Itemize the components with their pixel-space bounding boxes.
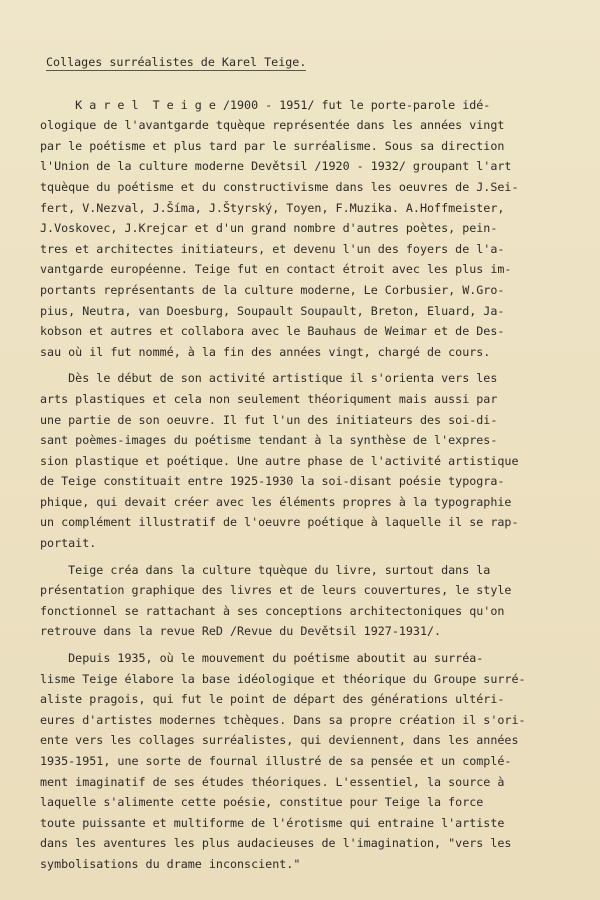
document-title-text: Collages surréalistes de Karel Teige. — [46, 55, 307, 69]
document-body — [40, 52, 580, 881]
paragraph-2 — [40, 368, 580, 553]
text-line: pius, Neutra, van Doesburg, Soupault Soupault, Breton, Eluard, Ja- — [40, 303, 505, 318]
text-line: un complément illustratif de l'oeuvre poétique à laquelle il se rap- — [40, 515, 519, 530]
text-line: retrouve dans la revue ReD /Revue du Devětsil 1927-1931/. — [40, 624, 442, 639]
text-line: K a r e l T e i g e /1900 - 1951/ fut le porte-parole idé- — [40, 97, 491, 112]
text-line: présentation graphique des livres et de leurs couvertures, le style — [40, 583, 512, 598]
text-line: portants représentants de la culture moderne, Le Corbusier, W.Gro- — [40, 282, 505, 297]
text-line: tquèque du poétisme et du constructivisme dans les oeuvres de J.Sei- — [40, 179, 519, 194]
text-line: portait. — [40, 536, 97, 551]
text-line: lisme Teige élabore la base idéologique et théorique du Groupe surré- — [40, 671, 526, 686]
text-line: de Teige constituait entre 1925-1930 la soi-disant poésie typogra- — [40, 474, 505, 489]
paragraph-1 — [40, 95, 580, 363]
text-line: sant poèmes-images du poétisme tendant à la synthèse de l'expres- — [40, 433, 498, 448]
text-line: aliste pragois, qui fut le point de départ des générations ultéri- — [40, 692, 505, 707]
text-line: ente vers les collages surréalistes, qui deviennent, dans les années — [40, 733, 519, 748]
document-title — [46, 52, 580, 73]
text-line: l'Union de la culture moderne Devětsil /1920 - 1932/ groupant l'art — [40, 159, 512, 174]
text-line: une partie de son oeuvre. Il fut l'un des initiateurs des soi-di- — [40, 412, 498, 427]
text-line: dans les aventures les plus audacieuses de l'imagination, "vers les — [40, 836, 512, 851]
paragraphs — [40, 95, 580, 875]
text-line: Dès le début de son activité artistique il s'orienta vers les — [40, 371, 498, 386]
text-line: ologique de l'avantgarde tquèque représentée dans les années vingt — [40, 118, 505, 133]
text-line: ment imaginatif de ses études théoriques. L'essentiel, la source à — [40, 774, 505, 789]
text-line: Teige créa dans la culture tquèque du livre, surtout dans la — [40, 562, 491, 577]
text-line: eures d'artistes modernes tchèques. Dans sa propre création il s'ori- — [40, 712, 526, 727]
text-line: 1935-1951, une sorte de fournal illustré de sa pensée et un complé- — [40, 754, 512, 768]
text-line: laquelle s'alimente cette poésie, constitue pour Teige la force — [40, 795, 484, 810]
paragraph-4 — [40, 648, 580, 875]
text-line: arts plastiques et cela non seulement théoriqument mais aussi par — [40, 391, 498, 406]
text-line: symbolisations du drame inconscient." — [40, 856, 301, 871]
text-line: sau où il fut nommé, à la fin des années vingt, chargé de cours. — [40, 344, 491, 359]
text-line: tres et architectes initiateurs, et devenu l'un des foyers de l'a- — [40, 241, 505, 256]
text-line: fonctionnel se rattachant à ses conceptions architectoniques qu'on — [40, 603, 505, 618]
text-line: kobson et autres et collabora avec le Bauhaus de Weimar et de Des- — [40, 324, 505, 339]
text-line: J.Voskovec, J.Krejcar et d'un grand nombre d'autres poètes, pein- — [40, 221, 498, 236]
text-line: toute puissante et multiforme de l'érotisme qui entraine l'artiste — [40, 815, 505, 830]
text-line: phique, qui devait créer avec les éléments propres à la typographie — [40, 494, 512, 509]
text-line: fert, V.Nezval, J.Šíma, J.Štyrský, Toyen, F.Muzika. A.Hoffmeister, — [40, 200, 505, 215]
paragraph-3 — [40, 560, 580, 642]
text-line: par le poétisme et plus tard par le surréalisme. Sous sa direction — [40, 138, 505, 153]
text-line: vantgarde européenne. Teige fut en contact étroit avec les plus im- — [40, 262, 512, 277]
text-line: Depuis 1935, où le mouvement du poétisme aboutit au surréa- — [40, 651, 484, 666]
text-line: sion plastique et poétique. Une autre phase de l'activité artistique — [40, 453, 519, 468]
